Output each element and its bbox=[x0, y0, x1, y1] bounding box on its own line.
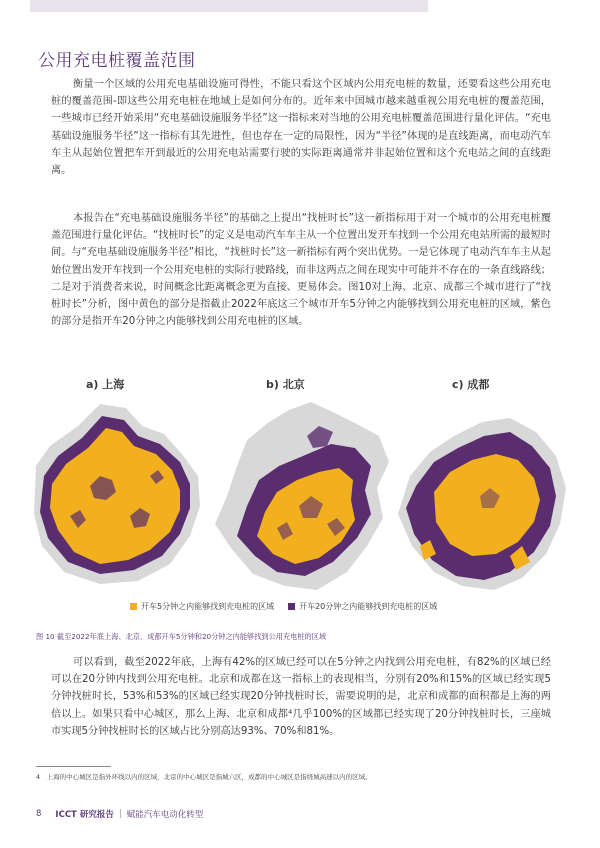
legend-label-5min: 开车5分钟之内能够找到充电桩的区域 bbox=[141, 602, 275, 611]
purple-swatch bbox=[288, 603, 295, 610]
page-number: 8 bbox=[36, 809, 42, 819]
legend-label-20min: 开车20分钟之内能够找到充电桩的区域 bbox=[299, 602, 438, 611]
paragraph-3: 可以看到，截至2022年底，上海有42%的区域已经可以在5分钟之内找到公用充电桩，有82%的区域已经可以在20分钟内找到公用充电桩。北京和成都在这一指标上的表现相当，分别有20%和15%的区域已经实现5分钟找桩时长，53%和53%的区域已经实现20分钟找桩时长，需要说明的是，北京和成都的面积都是上海的两倍以上。如果只看中心城区，那么上海、北京和成都⁴几乎100%的区域都已经实现了20分钟找桩时长，三座城市实现5分钟找桩时长的区域占比分别高达93%、70%和81%。 bbox=[51, 657, 551, 737]
legend-item-20min bbox=[288, 601, 437, 612]
map-beijing bbox=[207, 396, 392, 596]
map-label-shanghai: a) 上海 bbox=[86, 378, 125, 391]
figure-legend bbox=[130, 601, 470, 612]
yellow-swatch bbox=[130, 603, 137, 610]
legend-item-5min bbox=[130, 601, 274, 612]
figure-caption: 图 10 截至2022年底上海、北京、成都开车5分钟和20分钟之内能够找到公用充电桩的区域 bbox=[36, 632, 327, 641]
paragraph-1: 衡量一个区域的公用充电基础设施可得性，不能只看这个区域内公用充电桩的数量，还要看这些公用充电桩的覆盖范围-即这些公用充电桩在地域上是如何分布的。近年来中国城市越来越重视公用充电桩的覆盖范围，一些城市已经开始采用“充电基础设施服务半径”这一指标来对当地的公用充电桩覆盖范围进行量化评估。“充电基础设施服务半径”这一指标有其先进性，但也存在一定的局限性，因为“半径”体现的是直线距离，而电动汽车车主从起始位置把车开到最近的公用充电站需要行驶的实际距离通常并非起始位置和这个充电站之间的直线距离。 bbox=[51, 79, 551, 177]
page-footer bbox=[36, 808, 203, 820]
footnote-divider bbox=[36, 766, 111, 767]
footnote: 4 上海的中心城区是指外环线以内的区域，北京的中心城区是指城六区，成都的中心城区是指绕城高速以内的区域。 bbox=[36, 773, 372, 781]
map-shanghai bbox=[30, 396, 205, 596]
section-title: 公用充电桩覆盖范围 bbox=[38, 51, 196, 71]
footer-brand: ICCT 研究报告 bbox=[55, 810, 114, 820]
map-label-beijing: b) 北京 bbox=[266, 378, 305, 391]
footer-separator: | bbox=[118, 809, 122, 819]
footer-title: 赋能汽车电动化转型 bbox=[126, 810, 204, 820]
paragraph-2: 本报告在“充电基础设施服务半径”的基础之上提出“找桩时长”这一新指标用于对一个城市的公用充电桩覆盖范围进行量化评估。“找桩时长”的定义是电动汽车车主从一个位置出发开车找到一个公用充电站所需的最短时间。与“充电基础设施服务半径”相比，“找桩时长”这一新指标有两个突出优势。一是它体现了电动汽车车主从起始位置出发开车找到一个公用充电桩的实际行驶路线，而非这两点之间在现实中可能并不存在的一条直线路线；二是对于消费者来说，时间概念比距离概念更为直接、更易体会。图10对上海、北京、成都三个城市进行了“找桩时长”分析，图中黄色的部分是指截止2022年底这三个城市开车5分钟之内能够找到公用充电桩的区域，紫色的部分是指开车20分钟之内能够找到公用充电桩的区域。 bbox=[51, 213, 551, 328]
map-chengdu bbox=[390, 396, 570, 596]
top-color-bar bbox=[30, 0, 428, 12]
map-label-chengdu: c) 成都 bbox=[452, 378, 490, 391]
